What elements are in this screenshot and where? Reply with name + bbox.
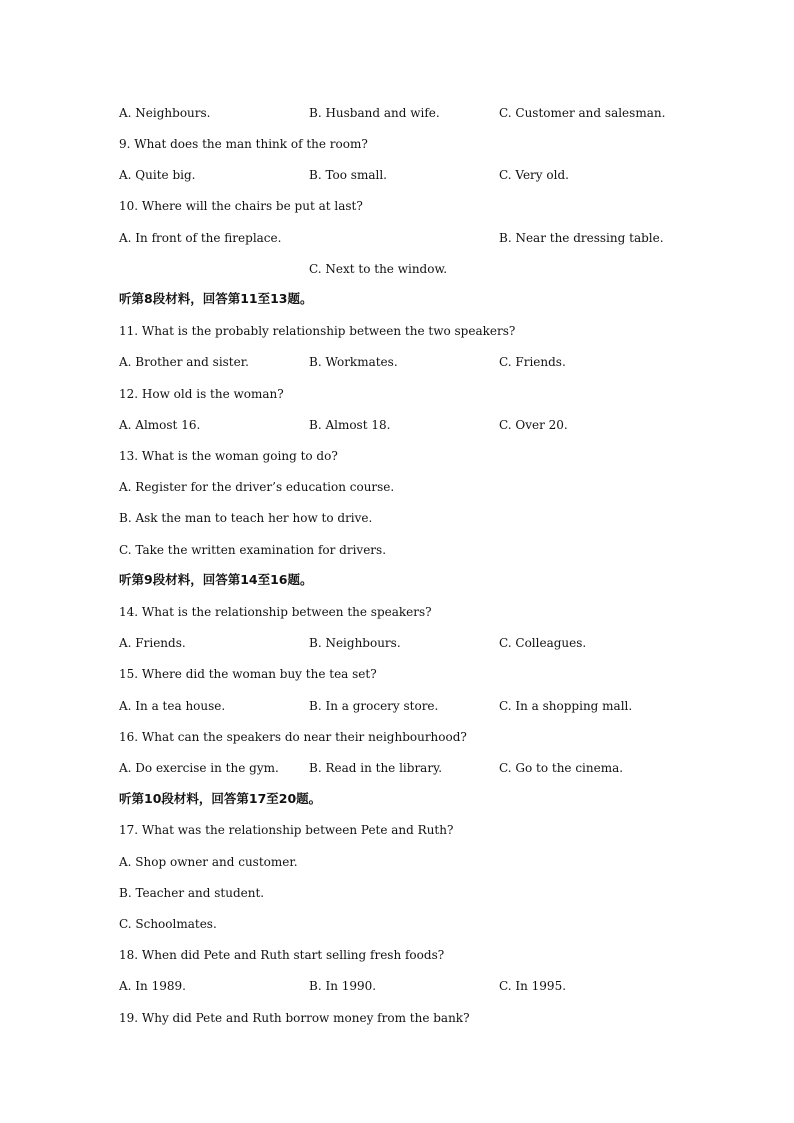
q17-option-a: A. Shop owner and customer. (119, 855, 298, 869)
q18-option-a: A. In 1989. (119, 979, 186, 993)
q15-stem: 15. Where did the woman buy the tea set? (119, 667, 377, 681)
q16-option-a: A. Do exercise in the gym. (119, 761, 279, 775)
q9-option-a: A. Quite big. (119, 168, 196, 182)
q14-option-c: C. Colleagues. (499, 636, 587, 650)
q12-option-c: C. Over 20. (499, 418, 568, 432)
q11-option-a: A. Brother and sister. (119, 355, 249, 369)
q12-option-a: A. Almost 16. (119, 418, 201, 432)
q18-stem: 18. When did Pete and Ruth start selling fresh foods? (119, 948, 445, 962)
q17-option-b: B. Teacher and student. (119, 886, 265, 900)
q8-option-a: A. Neighbours. (119, 106, 211, 120)
q9-option-b: B. Too small. (309, 168, 387, 182)
q13-option-c: C. Take the written examination for drivers. (119, 543, 387, 557)
q18-option-b: B. In 1990. (309, 979, 377, 993)
q11-option-b: B. Workmates. (309, 355, 398, 369)
q10-option-b: B. Near the dressing table. (499, 231, 664, 245)
section-8-heading: 听第8段材料，回答第11至13题。 (119, 291, 313, 306)
q12-option-b: B. Almost 18. (309, 418, 391, 432)
q13-option-a: A. Register for the driver’s education course. (119, 480, 395, 494)
q15-option-b: B. In a grocery store. (309, 699, 439, 713)
q9-option-c: C. Very old. (499, 168, 569, 182)
q10-stem: 10. Where will the chairs be put at last? (119, 199, 363, 213)
q16-stem: 16. What can the speakers do near their neighbourhood? (119, 730, 467, 744)
q15-option-a: A. In a tea house. (119, 699, 226, 713)
q11-stem: 11. What is the probably relationship between the two speakers? (119, 324, 516, 338)
q19-stem: 19. Why did Pete and Ruth borrow money from the bank? (119, 1011, 470, 1025)
q13-option-b: B. Ask the man to teach her how to drive. (119, 511, 373, 525)
q9-stem: 9. What does the man think of the room? (119, 137, 368, 151)
q14-option-a: A. Friends. (119, 636, 186, 650)
q10-option-a: A. In front of the fireplace. (119, 231, 282, 245)
section-9-heading: 听第9段材料，回答第14至16题。 (119, 572, 313, 587)
q14-stem: 14. What is the relationship between the speakers? (119, 605, 432, 619)
q16-option-c: C. Go to the cinema. (499, 761, 624, 775)
q15-option-c: C. In a shopping mall. (499, 699, 633, 713)
q18-option-c: C. In 1995. (499, 979, 567, 993)
q8-option-c: C. Customer and salesman. (499, 106, 666, 120)
q17-stem: 17. What was the relationship between Pete and Ruth? (119, 823, 454, 837)
q14-option-b: B. Neighbours. (309, 636, 401, 650)
q13-stem: 13. What is the woman going to do? (119, 449, 338, 463)
q8-option-b: B. Husband and wife. (309, 106, 440, 120)
q17-option-c: C. Schoolmates. (119, 917, 217, 931)
q12-stem: 12. How old is the woman? (119, 387, 284, 401)
section-10-heading: 听第10段材料，回答第17至20题。 (119, 791, 322, 806)
q11-option-c: C. Friends. (499, 355, 566, 369)
q16-option-b: B. Read in the library. (309, 761, 443, 775)
q10-option-c: C. Next to the window. (309, 262, 448, 276)
